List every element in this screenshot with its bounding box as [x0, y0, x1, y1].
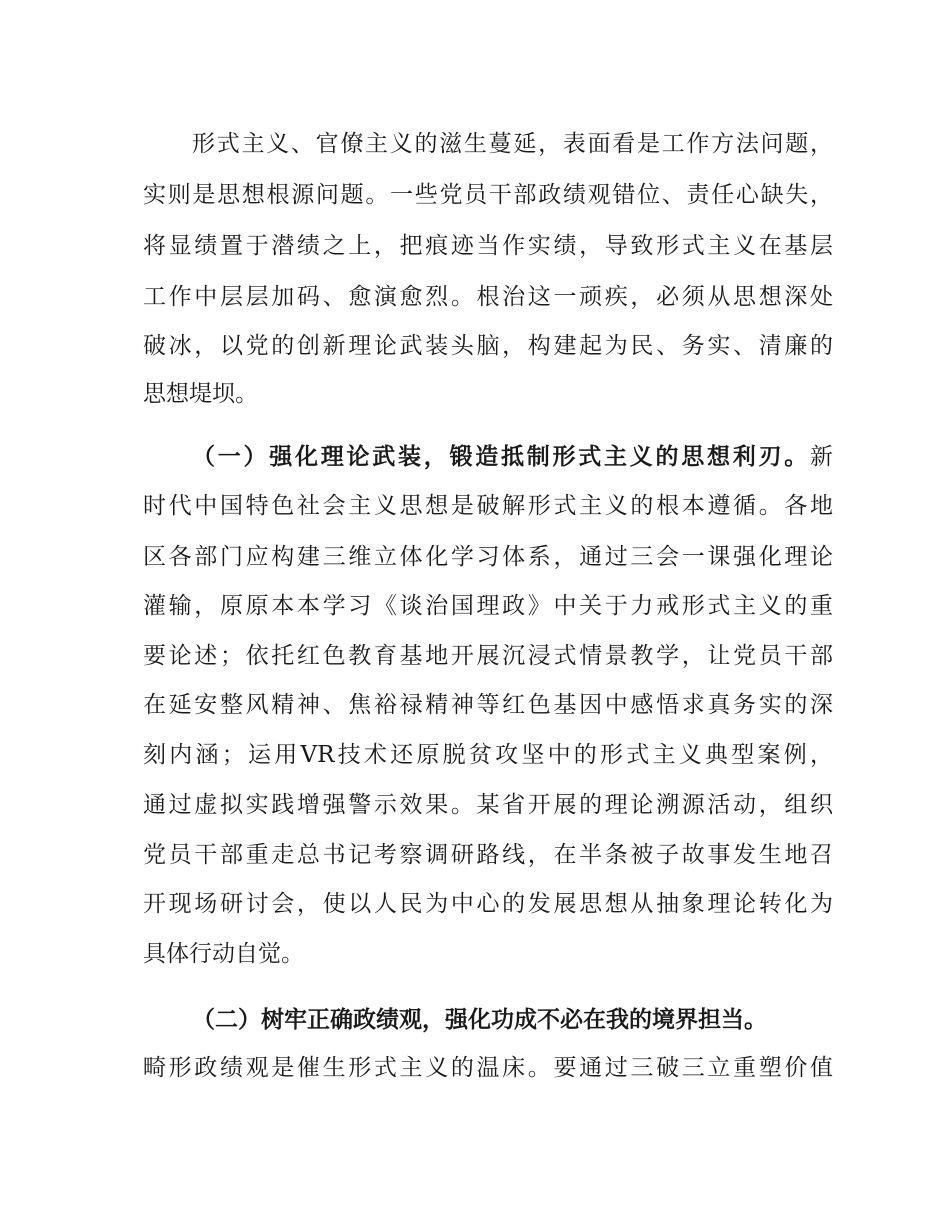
section-1-heading-tail: 新 [810, 444, 833, 470]
paragraph-2-line-2: 区各部门应构建三维立体化学习体系，通过三会一课强化理论 [143, 544, 833, 570]
paragraph-2-line-5: 在延安整风精神、焦裕禄精神等红色基因中感悟求真务实的深 [143, 692, 833, 718]
section-2-heading-line [192, 1000, 767, 1040]
paragraph-1-line-6: 思想堤坝。 [143, 381, 258, 407]
section-2-heading: （二）树牢正确政绩观，强化功成不必在我的境界担当。 [192, 1007, 767, 1033]
paragraph-2-line-7: 通过虚拟实践增强警示效果。某省开展的理论溯源活动，组织 [143, 792, 833, 818]
paragraph-1-line-4: 工作中层层加码、愈演愈烈。根治这一顽疾，必须从思想深处 [143, 284, 833, 310]
paragraph-1-line-3: 将显绩置于潜绩之上，把痕迹当作实绩，导致形式主义在基层 [143, 233, 833, 259]
paragraph-2-line-3: 灌输，原原本本学习《谈治国理政》中关于力戒形式主义的重 [143, 593, 833, 619]
paragraph-2-line-6: 刻内涵；运用VR技术还原脱贫攻坚中的形式主义典型案例， [143, 742, 833, 768]
paragraph-2-line-9: 开现场研讨会，使以人民为中心的发展思想从抽象理论转化为 [143, 891, 833, 917]
section-1-heading: （一）强化理论武装，锻造抵制形式主义的思想利刃。 [192, 444, 810, 470]
paragraph-2-line-4: 要论述；依托红色教育基地开展沉浸式情景教学，让党员干部 [143, 643, 833, 669]
paragraph-2-line-10: 具体行动自觉。 [143, 941, 304, 967]
section-1-heading-line [192, 437, 833, 477]
paragraph-2-line-8: 党员干部重走总书记考察调研路线，在半条被子故事发生地召 [143, 842, 833, 868]
paragraph-1-line-5: 破冰，以党的创新理论武装头脑，构建起为民、务实、清廉的 [143, 333, 833, 359]
paragraph-1-line-2: 实则是思想根源问题。一些党员干部政绩观错位、责任心缺失， [143, 182, 833, 208]
paragraph-1-line-1: 形式主义、官僚主义的滋生蔓延，表面看是工作方法问题， [192, 131, 833, 157]
paragraph-3-line-1: 畸形政绩观是催生形式主义的温床。要通过三破三立重塑价值 [143, 1055, 833, 1081]
paragraph-2-line-1: 时代中国特色社会主义思想是破解形式主义的根本遵循。各地 [143, 493, 833, 519]
